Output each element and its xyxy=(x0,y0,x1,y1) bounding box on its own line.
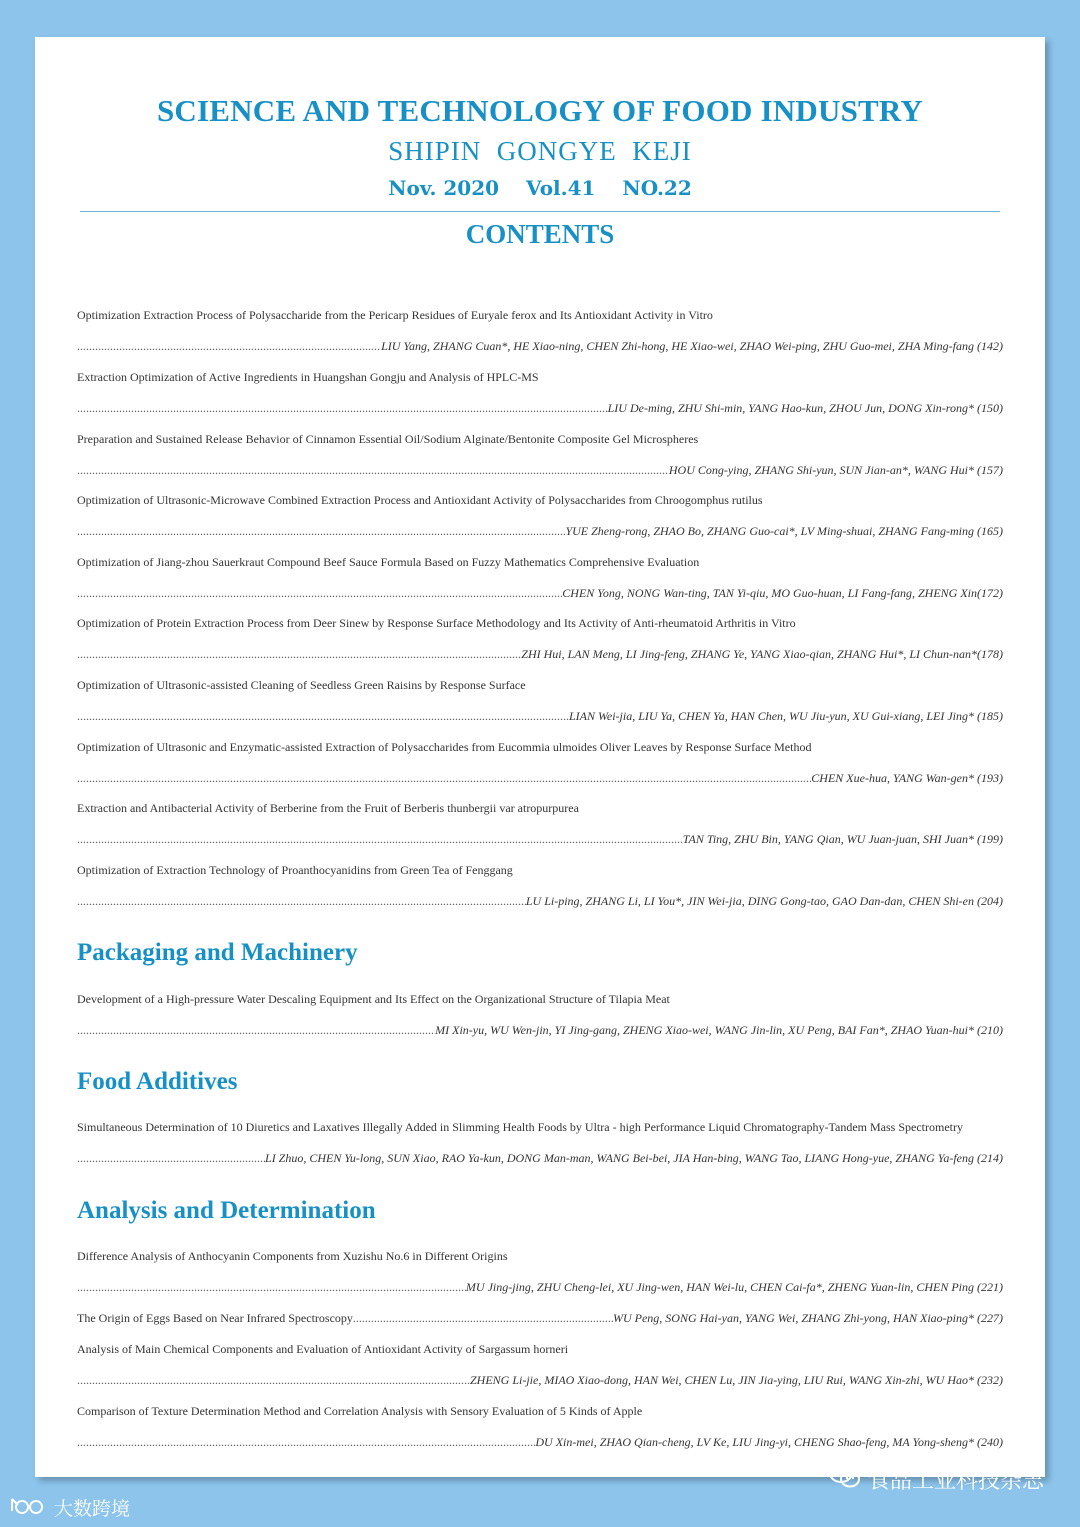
entry-authors-line xyxy=(77,893,1003,909)
leader-dots xyxy=(77,1434,535,1450)
entry-authors-line xyxy=(77,708,1003,724)
contents-page xyxy=(35,37,1045,1477)
entry-authors: LI Zhuo, CHEN Yu-long, SUN Xiao, RAO Ya-kun, DONG Man-man, WANG Bei-bei, JIA Han-bing, WANG Tao, LIANG Hong-yue, ZHANG Ya-feng (214) xyxy=(265,1151,1003,1165)
toc-entry[interactable] xyxy=(77,800,1003,846)
entry-authors-line xyxy=(77,1372,1003,1388)
wechat-icon xyxy=(828,1462,862,1496)
entry-authors-line xyxy=(77,523,1003,539)
toc-entry[interactable] xyxy=(77,1248,1003,1294)
entry-title: Difference Analysis of Anthocyanin Components from Xuzishu No.6 in Different Origins xyxy=(77,1249,508,1263)
toc-entry[interactable] xyxy=(77,1119,1003,1165)
entry-title: Optimization of Ultrasonic and Enzymatic-assisted Extraction of Polysaccharides from Eucommia ulmoides Oliver Leaves by Response Surface Method xyxy=(77,740,812,754)
leader-dots xyxy=(353,1310,613,1326)
entry-title: Development of a High-pressure Water Descaling Equipment and Its Effect on the Organizational Structure of Tilapia Meat xyxy=(77,992,670,1006)
leader-dots xyxy=(77,523,565,539)
toc-entry[interactable] xyxy=(77,1310,1003,1326)
entry-authors: YUE Zheng-rong, ZHAO Bo, ZHANG Guo-cai*, LV Ming-shuai, ZHANG Fang-ming (165) xyxy=(565,524,1003,538)
leader-dots xyxy=(77,1372,470,1388)
entry-title: The Origin of Eggs Based on Near Infrared Spectroscopy xyxy=(77,1311,353,1325)
entry-title: Comparison of Texture Determination Method and Correlation Analysis with Sensory Evaluation of 5 Kinds of Apple xyxy=(77,1404,643,1418)
wechat-watermark xyxy=(828,1462,1044,1496)
entry-authors-line xyxy=(77,462,1003,478)
brand-logo-icon xyxy=(8,1493,48,1522)
entry-title: Preparation and Sustained Release Behavior of Cinnamon Essential Oil/Sodium Alginate/Bentonite Composite Gel Microspheres xyxy=(77,432,699,446)
toc-entry[interactable] xyxy=(77,369,1003,415)
brand-watermark xyxy=(8,1492,130,1522)
entry-authors: ZHENG Li-jie, MIAO Xiao-dong, HAN Wei, CHEN Lu, JIN Jia-ying, LIU Rui, WANG Xin-zhi, WU Hao* (232) xyxy=(469,1373,1003,1387)
entry-authors-line xyxy=(77,831,1003,847)
leader-dots xyxy=(77,1022,435,1038)
entry-authors: DU Xin-mei, ZHAO Qian-cheng, LV Ke, LIU Jing-yi, CHENG Shao-feng, MA Yong-sheng* (240) xyxy=(535,1435,1003,1449)
leader-dots xyxy=(77,646,521,662)
leader-dots xyxy=(77,585,562,601)
entry-authors: LU Li-ping, ZHANG Li, LI You*, JIN Wei-jia, DING Gong-tao, GAO Dan-dan, CHEN Shi-en (204) xyxy=(525,894,1003,908)
leader-dots xyxy=(77,831,683,847)
toc-entry[interactable] xyxy=(77,307,1003,353)
entry-authors: CHEN Yong, NONG Wan-ting, TAN Yi-qiu, MO Guo-huan, LI Fang-fang, ZHENG Xin(172) xyxy=(562,586,1003,600)
section-heading-analysis: Analysis and Determination xyxy=(77,1197,376,1224)
contents-heading: CONTENTS xyxy=(465,219,615,249)
entry-title: Optimization of Ultrasonic-assisted Cleaning of Seedless Green Raisins by Response Surface xyxy=(77,678,526,692)
entry-authors-line xyxy=(77,646,1003,662)
leader-dots xyxy=(77,893,526,909)
entry-authors-line xyxy=(77,400,1003,416)
toc-entry[interactable] xyxy=(77,492,1003,538)
toc-entry[interactable] xyxy=(77,431,1003,477)
leader-dots xyxy=(77,1150,265,1166)
entry-title: Optimization Extraction Process of Polysaccharide from the Pericarp Residues of Euryale ferox and Its Antioxidant Activity in Vitro xyxy=(77,308,713,322)
entry-authors-line xyxy=(77,1279,1003,1295)
watermark-right-text: 食品工业科技杂志 xyxy=(867,1468,1044,1494)
entry-title: Optimization of Extraction Technology of Proanthocyanidins from Green Tea of Fenggang xyxy=(77,863,513,877)
entry-authors: MI Xin-yu, WU Wen-jin, YI Jing-gang, ZHENG Xiao-wei, WANG Jin-lin, XU Peng, BAI Fan*, ZHAO Yuan-hui* (210) xyxy=(435,1023,1003,1037)
entry-title: Optimization of Protein Extraction Process from Deer Sinew by Response Surface Methodology and Its Activity of Anti-rheumatoid Arthritis in Vitro xyxy=(77,616,796,630)
entry-authors-line xyxy=(77,1022,1003,1038)
leader-dots xyxy=(77,708,569,724)
toc-entry[interactable] xyxy=(77,1403,1003,1449)
entry-authors: LIU Yang, ZHANG Cuan*, HE Xiao-ning, CHEN Zhi-hong, HE Xiao-wei, ZHAO Wei-ping, ZHU Guo-mei, ZHA Ming-fang (142) xyxy=(381,339,1003,353)
toc-entry[interactable] xyxy=(77,991,1003,1037)
entry-inline-line xyxy=(77,1310,1003,1326)
entry-authors: ZHI Hui, LAN Meng, LI Jing-feng, ZHANG Ye, YANG Xiao-qian, ZHANG Hui*, LI Chun-nan*(178) xyxy=(521,647,1003,661)
entry-title: Optimization of Jiang-zhou Sauerkraut Compound Beef Sauce Formula Based on Fuzzy Mathematics Comprehensive Evaluation xyxy=(77,555,700,569)
entry-title: Simultaneous Determination of 10 Diuretics and Laxatives Illegally Added in Slimming Health Foods by Ultra - high Performance Liquid Chromatography-Tandem Mass Spectrometry xyxy=(77,1120,963,1134)
entry-authors: MU Jing-jing, ZHU Cheng-lei, XU Jing-wen, HAN Wei-lu, CHEN Cai-fa*, ZHENG Yuan-lin, CHEN Ping (221) xyxy=(465,1280,1003,1294)
issue-volume: Vol.41 xyxy=(526,176,596,200)
toc-entry[interactable] xyxy=(77,554,1003,600)
entry-authors: WU Peng, SONG Hai-yan, YANG Wei, ZHANG Zhi-yong, HAN Xiao-ping* (227) xyxy=(612,1311,1003,1325)
entry-title: Optimization of Ultrasonic-Microwave Combined Extraction Process and Antioxidant Activity of Polysaccharides from Chroogomphus rutilus xyxy=(77,493,763,507)
header-divider xyxy=(80,211,1000,212)
journal-title: SCIENCE AND TECHNOLOGY OF FOOD INDUSTRY xyxy=(156,93,924,128)
entry-title: Extraction Optimization of Active Ingredients in Huangshan Gongju and Analysis of HPLC-MS xyxy=(77,370,539,384)
section-heading-additives: Food Additives xyxy=(77,1068,238,1095)
issue-month: Nov. 2020 xyxy=(388,176,500,200)
entry-authors-line xyxy=(77,585,1003,601)
entry-authors: HOU Cong-ying, ZHANG Shi-yun, SUN Jian-an*, WANG Hui* (157) xyxy=(668,463,1003,477)
entry-authors-line xyxy=(77,1434,1003,1450)
entry-authors-line xyxy=(77,770,1003,786)
journal-pinyin-title: SHIPIN GONGYE KEJI xyxy=(388,136,692,166)
leader-dots xyxy=(77,770,811,786)
toc-entry[interactable] xyxy=(77,862,1003,908)
entry-authors: LIAN Wei-jia, LIU Ya, CHEN Ya, HAN Chen, WU Jiu-yun, XU Gui-xiang, LEI Jing* (185) xyxy=(569,709,1003,723)
entry-title: Extraction and Antibacterial Activity of Berberine from the Fruit of Berberis thunbergii var atropurpurea xyxy=(77,801,579,815)
masthead xyxy=(35,93,1045,201)
entry-authors-line xyxy=(77,1150,1003,1166)
leader-dots xyxy=(77,338,381,354)
entry-authors-line xyxy=(77,338,1003,354)
entry-title: Analysis of Main Chemical Components and Evaluation of Antioxidant Activity of Sargassum horneri xyxy=(77,1342,569,1356)
entry-authors: LIU De-ming, ZHU Shi-min, YANG Hao-kun, ZHOU Jun, DONG Xin-rong* (150) xyxy=(607,401,1003,415)
toc-entry[interactable] xyxy=(77,1341,1003,1387)
issue-info xyxy=(35,175,1045,201)
section-heading-packaging: Packaging and Machinery xyxy=(77,939,358,966)
entry-authors: TAN Ting, ZHU Bin, YANG Qian, WU Juan-juan, SHI Juan* (199) xyxy=(682,832,1003,846)
entry-authors: CHEN Xue-hua, YANG Wan-gen* (193) xyxy=(811,771,1003,785)
leader-dots xyxy=(77,1279,466,1295)
leader-dots xyxy=(77,462,669,478)
leader-dots xyxy=(77,400,608,416)
toc-entry[interactable] xyxy=(77,615,1003,661)
issue-number: NO.22 xyxy=(622,176,692,200)
toc-entry[interactable] xyxy=(77,677,1003,723)
watermark-left-text: 大数跨境 xyxy=(54,1497,131,1520)
toc-entry[interactable] xyxy=(77,739,1003,785)
